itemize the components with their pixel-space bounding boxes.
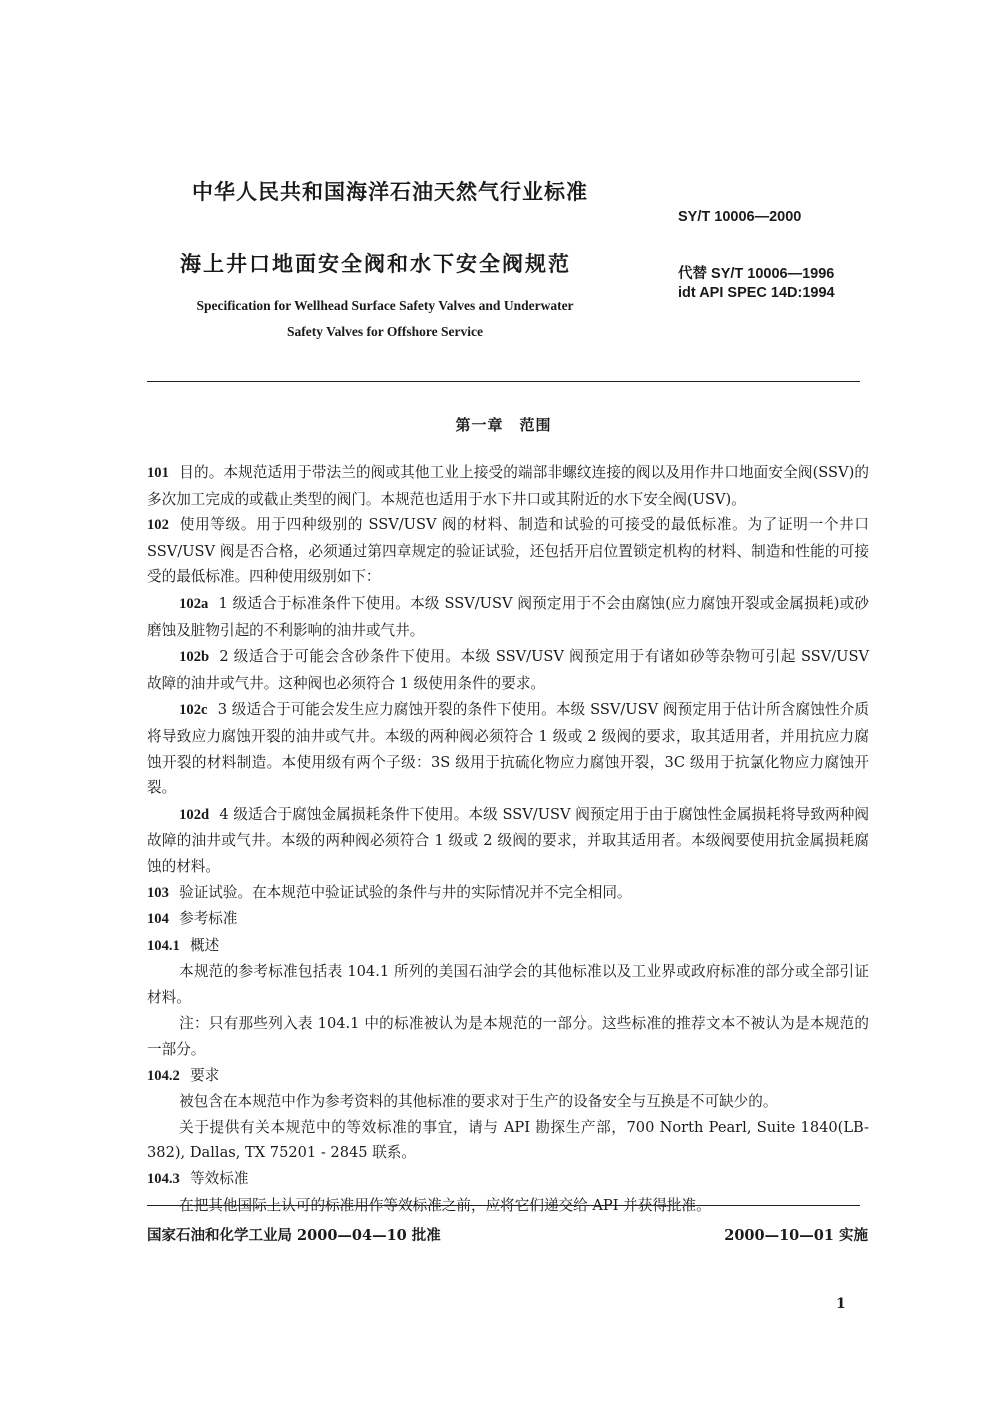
industry-standard-heading: 中华人民共和国海洋石油天然气行业标准 [192,179,588,204]
clause-104-3-text: 在把其他国际上认可的标准用作等效标准之前，应将它们递交给 API 并获得批准。 [179,1196,711,1214]
title-en-line2: Safety Valves for Offshore Service [287,324,483,339]
approval-info: 国家石油和化学工业局 2000—04—10 批准 [147,1227,441,1244]
clause-number: 101 [147,465,169,481]
clause-104 [147,906,869,933]
clause-number: 103 [147,884,169,901]
clause-title: 要求 [190,1066,220,1084]
clause-104-1-text: 本规范的参考标准包括表 104.1 所列的美国石油学会的其他标准以及工业界或政府标准的部分或全部引证材料。 [147,963,869,1006]
footer-divider [147,1205,860,1206]
effective-date: 2000—10—01 实施 [724,1227,868,1244]
clause-number: 104.1 [147,937,180,954]
clause-title: 概述 [190,936,220,954]
clause-number: 104.3 [147,1171,180,1188]
clause-text: 验证试验。在本规范中验证试验的条件与井的实际情况并不完全相同。 [179,883,632,901]
document-title-cn: 海上井口地面安全阀和水下安全阀规范 [180,251,571,276]
clause-103 [147,880,869,907]
clause-104-2-text1: 被包含在本规范中作为参考资料的其他标准的要求对于生产的设备安全与互换是不可缺少的。 [179,1093,778,1111]
clause-text: 3 级适合于可能会发生应力腐蚀开裂的条件下使用。本级 SSV/USV 阀预定用于估计所含腐蚀性介质将导致应力腐蚀开裂的油井或气井。本级的两种阀必须符合 1 级或 2 级阀的要求，取其适用者，并用抗应力腐蚀开裂的材料制造。本使用级有两个子级：3S 级用于抗硫化物应力腐蚀开裂，3C 级用于抗氯化物应力腐蚀开裂。 [147,701,869,797]
clause-104-2-text2: 关于提供有关本规范中的等效标准的事宜，请与 API 勘探生产部，700 North Pearl, Suite 1840(LB-382), Dallas, TX 75201 - 2845 联系。 [147,1118,869,1162]
clause-104-2 [147,1063,869,1090]
clause-number: 104.2 [147,1067,180,1084]
clause-number: 102b [179,649,210,666]
replaces-standard: 代替 SY/T 10006—1996 [678,266,835,282]
page-number: 1 [836,1296,846,1312]
clause-104-3 [147,1166,869,1193]
clause-number: 102a [179,595,209,612]
header-divider [147,381,860,382]
chapter-heading: 第一章 范围 [455,416,552,434]
clause-number: 102c [179,702,208,719]
clause-102b [147,644,869,696]
clause-102 [147,512,869,590]
clause-title: 等效标准 [190,1170,249,1188]
clause-102a [147,591,869,643]
clause-text: 使用等级。用于四种级别的 SSV/USV 阀的材料、制造和试验的可接受的最低标准。为了证明一个井口 SSV/USV 阀是否合格，必须通过第四章规定的验证试验，还包括开启位置锁定机构的材料、制造和性能的可接受的最低标准。四种使用级别如下： [147,516,869,586]
clause-number: 104 [147,911,169,928]
title-en-line1: Specification for Wellhead Surface Safety Valves and Underwater [196,298,574,313]
clause-104-1-note: 注：只有那些列入表 104.1 中的标准被认为是本规范的一部分。这些标准的推荐文本不被认为是本规范的一部分。 [147,1015,869,1059]
document-body [147,460,869,1218]
clause-text: 参考标准 [179,910,238,928]
clause-text: 目的。本规范适用于带法兰的阀或其他工业上接受的端部非螺纹连接的阀以及用作井口地面安全阀(SSV)的多次加工完成的或截止类型的阀门。本规范也适用于水下井口或其附近的水下安全阀(USV)。 [147,464,869,508]
clause-number: 102d [179,806,210,823]
clause-102c [147,697,869,800]
clause-102d [147,802,869,880]
document-title-en [170,293,600,345]
clause-101 [147,460,869,512]
clause-text: 1 级适合于标准条件下使用。本级 SSV/USV 阀预定用于不会由腐蚀(应力腐蚀开裂或金属损耗)或砂磨蚀及脏物引起的不利影响的油井或气井。 [147,594,869,639]
standard-number: SY/T 10006—2000 [678,209,802,225]
clause-number: 102 [147,517,169,534]
clause-text: 4 级适合于腐蚀金属损耗条件下使用。本级 SSV/USV 阀预定用于由于腐蚀性金属损耗将导致两种阀故障的油井或气井。本级的两种阀必须符合 1 级或 2 级阀的要求，并取其适用者。本级阀要使用抗金属损耗腐蚀的材料。 [147,805,869,875]
clause-text: 2 级适合于可能会含砂条件下使用。本级 SSV/USV 阀预定用于有诸如砂等杂物可引起 SSV/USV 故障的油井或气井。这种阀也必须符合 1 级使用条件的要求。 [147,648,869,692]
clause-104-1 [147,933,869,960]
identical-standard: idt API SPEC 14D:1994 [678,285,835,301]
